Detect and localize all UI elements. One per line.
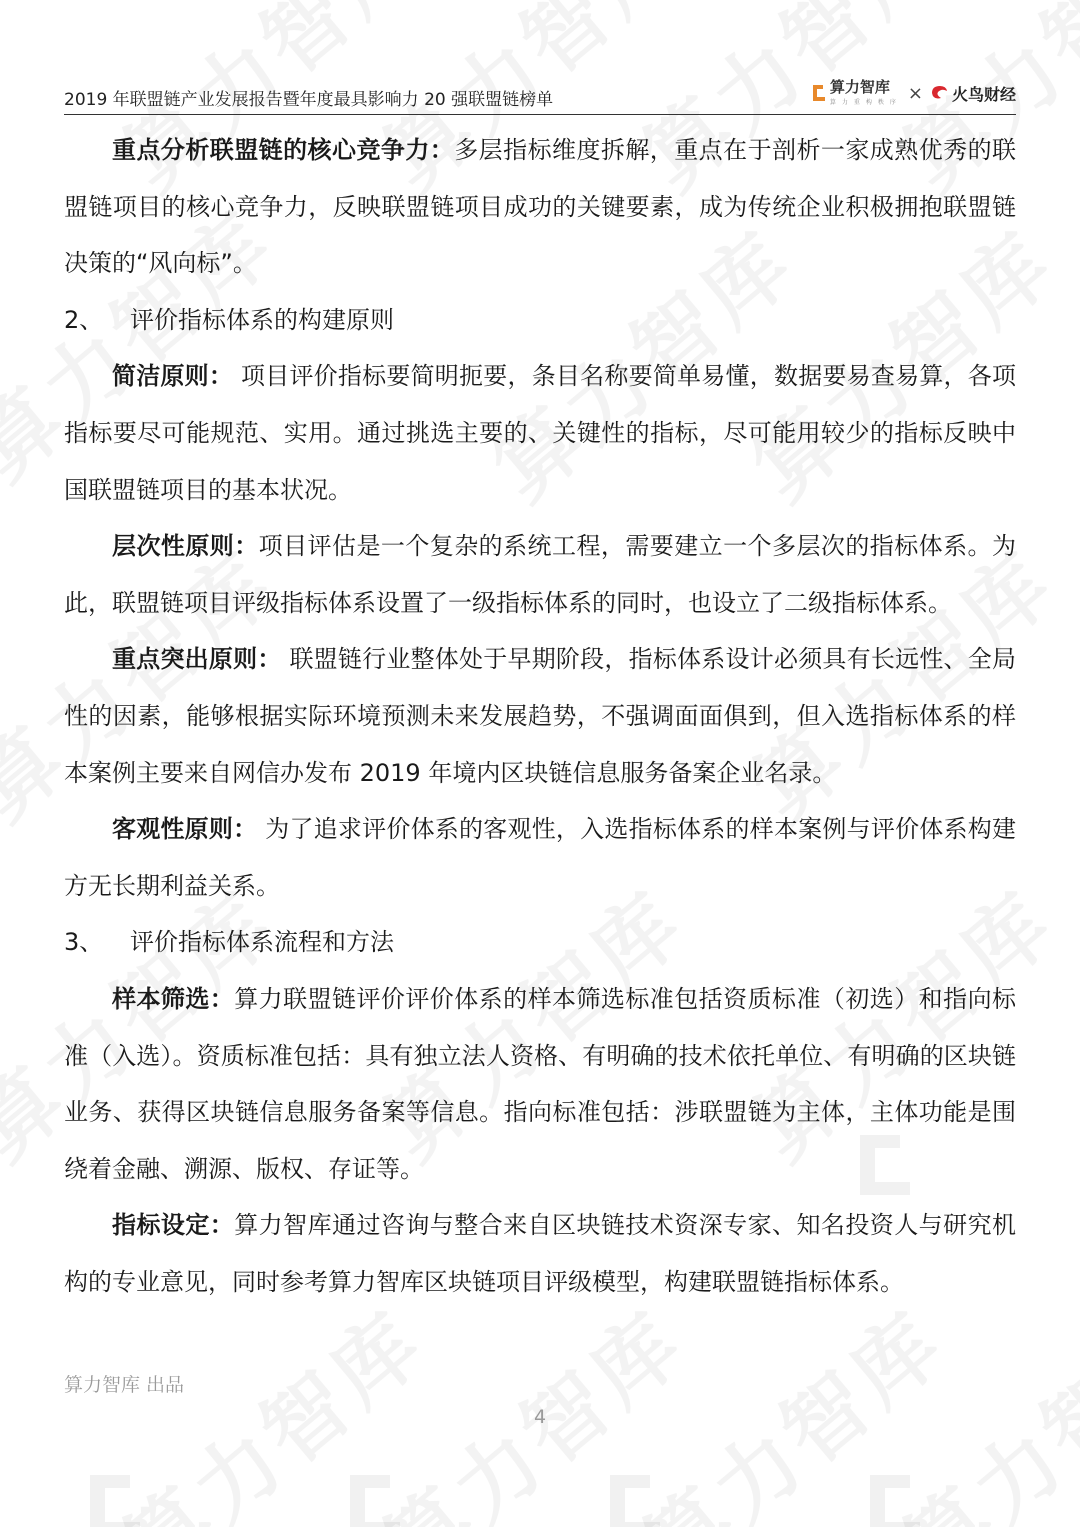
- page-header: [64, 74, 1016, 115]
- paragraph: [64, 348, 1016, 518]
- paragraph-text: 算力联盟链评价评价体系的样本筛选标准包括资质标准（初选）和指向标准（入选）。资质标准包括：具有独立法人资格、有明确的技术依托单位、有明确的区块链业务、获得区块链信息服务备案等信息。指向标准包括：涉联盟链为主体，主体功能是围绕着金融、溯源、版权、存证等。: [64, 984, 1017, 1183]
- brand-primary-tagline: 算力重构秩序: [829, 99, 902, 106]
- brand-secondary-name: 火鸟财经: [951, 84, 1016, 104]
- paragraph-text: 项目评估是一个复杂的系统工程，需要建立一个多层次的指标体系。为此，联盟链项目评级指标体系设置了一级指标体系的同时，也设立了二级指标体系。: [64, 532, 1017, 617]
- paragraph: [64, 801, 1016, 914]
- paragraph-text: 联盟链行业整体处于早期阶段，指标体系设计必须具有长远性、全局性的因素，能够根据实际环境预测未来发展趋势，不强调面面俱到，但入选指标体系的样本案例主要来自网信办发布 2019 年境内区块链信息服务备案企业名录。: [64, 645, 1016, 787]
- watermark-logo-icon: [600, 1470, 670, 1527]
- brand-primary-name: 算力智库: [829, 78, 890, 96]
- section-title: 评价指标体系流程和方法: [130, 928, 394, 957]
- paragraph-lead: 重点突出原则：: [112, 645, 282, 674]
- paragraph-text: 算力智库通过咨询与整合来自区块链技术资深专家、知名投资人与研究机构的专业意见，同时参考算力智库区块链项目评级模型，构建联盟链指标体系。: [64, 1211, 1017, 1296]
- paragraph-text: 为了追求评价体系的客观性，入选指标体系的样本案例与评价体系构建方无长期利益关系。: [64, 815, 1016, 900]
- paragraph: [64, 518, 1016, 631]
- paragraph: [64, 631, 1016, 801]
- paragraph-lead: 简洁原则：: [112, 362, 234, 391]
- footer-credit: 算力智库 出品: [64, 1374, 185, 1396]
- section-title: 评价指标体系的构建原则: [130, 305, 394, 334]
- section-heading: [64, 292, 1016, 349]
- paragraph-text: 多层指标维度拆解，重点在于剖析一家成熟优秀的联盟链项目的核心竞争力，反映联盟链项目成功的关键要素，成为传统企业积极拥抱联盟链决策的“风向标”。: [64, 136, 1017, 278]
- section-number: 2、: [64, 305, 104, 334]
- document-body: [64, 122, 1016, 1310]
- watermark-text: [873, 1278, 1080, 1527]
- paragraph-lead: 重点分析联盟链的核心竞争力：: [112, 136, 455, 164]
- paragraph: [64, 122, 1016, 292]
- brand-separator: ×: [907, 82, 923, 104]
- watermark-logo-icon: [80, 1470, 150, 1527]
- paragraph-lead: 指标设定：: [112, 1211, 235, 1240]
- brand-secondary: [929, 82, 1016, 105]
- section-heading: [64, 914, 1016, 971]
- watermark-text: [93, 1278, 447, 1527]
- paragraph: [64, 1197, 1016, 1310]
- brand-logos: [811, 80, 1016, 106]
- watermark-text: [613, 1278, 967, 1527]
- paragraph-lead: 层次性原则：: [112, 532, 259, 561]
- paragraph-text: 项目评价指标要简明扼要，条目名称要简单易懂，数据要易查易算，各项指标要尽可能规范、实用。通过挑选主要的、关键性的指标，尽可能用较少的指标反映中国联盟链项目的基本状况。: [64, 362, 1016, 504]
- header-title: 2019 年联盟链产业发展报告暨年度最具影响力 20 强联盟链榜单: [64, 90, 554, 110]
- watermark-logo-icon: [860, 1470, 930, 1527]
- paragraph-lead: 客观性原则：: [112, 815, 258, 844]
- section-number: 3、: [64, 928, 104, 957]
- watermark-logo-icon: [340, 1470, 410, 1527]
- paragraph-lead: 样本筛选：: [112, 984, 235, 1013]
- brand-primary: [811, 80, 902, 106]
- page-number: 4: [533, 1406, 547, 1428]
- brand-primary-logo-icon: [811, 84, 827, 102]
- watermark-text: [353, 1278, 707, 1527]
- paragraph: [64, 971, 1016, 1197]
- brand-secondary-logo-icon: [929, 84, 949, 102]
